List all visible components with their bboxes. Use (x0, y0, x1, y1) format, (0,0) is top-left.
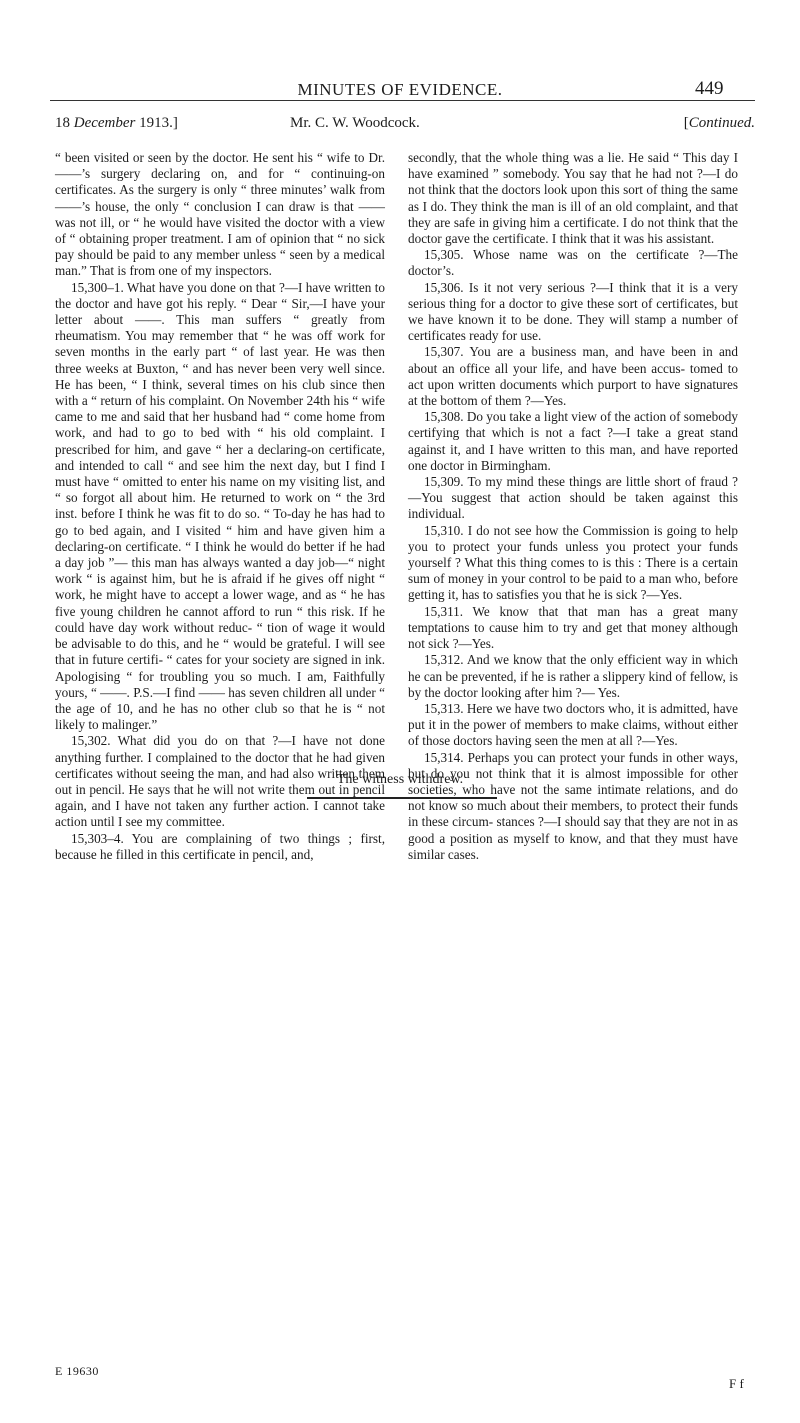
paragraph: 15,309. To my mind these things are little short of fraud ?—You suggest that action should be taken against this individual. (408, 474, 738, 522)
paragraph: 15,308. Do you take a light view of the action of somebody certifying that which is not a fact ?—I take a great stand against it, and I have written to this man, and have reported one doctor in Birmingham. (408, 409, 738, 473)
paragraph: 15,303–4. You are complaining of two things ; first, because he filled in this certificate in pencil, and, (55, 830, 385, 862)
running-head (55, 115, 755, 137)
paragraph: 15,314. Perhaps you can protect your funds in other ways, but do you not think that it is almost impossible for other societies, who have not the same intimate relations, and do not know so much about their members, to protect their funds in these circum- stances ?—I should say that they are not in as good a position as myself to know, and that they must have similar cases. (408, 749, 738, 862)
witness-name: Mr. C. W. Woodcock. (290, 115, 420, 131)
paragraph: 15,300–1. What have you done on that ?—I have written to the doctor and have got his reply. “ Dear “ Sir,—I have your letter about ——. This man suffers “ greatly from rheumatism. You may remember that “ he was off work for seven months in the early part “ of last year. He was then three weeks at Buxton, “ and has never been very well since. He has been, “ I think, several times on his club since then with a “ return of his complaint. On November 24th his “ wife came to me and said that her husband had “ come home from work, and had to go to bed with “ his old complaint. I prescribed for him, and gave “ her a declaring-on certificate, and intended to call “ and see him the next day, but I find I must have “ omitted to enter his name on my visiting list, and “ so forgot all about him. He returned to work on “ the 3rd inst. before I think he was fit to do so. “ To-day he has had to go to bed again, and I visited “ him and have given him a declaring-on certificate. “ I think he would do better if he had a day job ”— this man has always wanted a day job—“ night work “ is against him, but he is afraid if he gives off night “ work, he might have to accept a lower wage, and as “ he has five young children he cannot afford to run “ this risk. If he could have day work without reduc- “ tion of wage it would be advisable to do this, and he “ would be grateful. I will see that in future certifi- “ cates for your society are signed in ink. Apologising “ for troubling you so much. I am, Faithfully yours, “ ——. P.S.—I find —— has seven children all under “ the age of 10, and he has no other club so that he is “ not likely to malinger.” (55, 279, 385, 733)
paragraph: 15,313. Here we have two doctors who, it is admitted, have put it in the power of members to make claims, without either of those doctors having seen the men at all ?—Yes. (408, 700, 738, 749)
sitting-date: 18 December 1913.] (55, 115, 178, 131)
left-column (55, 150, 385, 863)
paragraph: 15,302. What did you do on that ?—I have not done anything further. I complained to the doctor that he had given certificates without seeing the man, and had also written them out in pencil. He says that he will not write them out in pencil again, and I have not taken any further action. I cannot take action until I see my committee. (55, 733, 385, 830)
paragraph: 15,312. And we know that the only efficient way in which he can be prevented, if he is rather a slippery kind of fellow, is by the doctor looking after him ?— Yes. (408, 652, 738, 700)
paragraph: 15,310. I do not see how the Commission is going to help you to protect your funds unless you protect your funds yourself ? What this thing comes to is this : There is a certain sum of money in your control to be paid to a man who, before getting it, has to satisfies you that he is sick ?—Yes. (408, 522, 738, 603)
signature-mark: F f (729, 1376, 744, 1391)
header-divider (50, 100, 755, 101)
paragraph: 15,306. Is it not very serious ?—I think that it is a very serious thing for a doctor to give these sort of certificates, but we have known it to be done. They will stamp a number of certificates ready for use. (408, 279, 738, 344)
witness-withdrew-note: The witness withdrew. (336, 772, 464, 787)
paragraph: secondly, that the whole thing was a lie. He said “ This day I have examined ” somebody. You say that he had not ?—I do not think that the doctors look upon this sort of thing the same as I do. They think the man is ill of an old complaint, and that they are safe in giving him a certificate. I do not think that the doctor gave the certificate. I think that it was his assistant. (408, 150, 738, 247)
paragraph: “ been visited or seen by the doctor. He sent his “ wife to Dr. ——’s surgery declaring on, and for “ continuing-on certificates. As the surgery is only “ three minutes’ walk from ——’s house, the only “ conclusion I can draw is that —— was not ill, or “ he would have visited the doctor with a view of “ obtaining proper treatment. I am of opinion that “ no sick pay should be paid to any member unless “ seen by a medical man.” That is from one of my inspectors. (55, 150, 385, 279)
right-column (408, 150, 738, 863)
paragraph: 15,311. We know that that man has a great many temptations to cause him to try and get that money although not sick ?—Yes. (408, 603, 738, 652)
paragraph: 15,305. Whose name was on the certificate ?—The doctor’s. (408, 247, 738, 279)
page-number: 449 (695, 78, 724, 99)
continued-marker: [Continued. (683, 115, 755, 131)
paragraph: 15,307. You are a business man, and have been in and about an office all your life, and have been accus- tomed to act upon written documents which purport to have signatures at the bottom of them ?—Yes. (408, 344, 738, 409)
closing-rule (307, 797, 497, 799)
page-title: MINUTES OF EVIDENCE. (297, 80, 503, 99)
print-mark: E 19630 (55, 1364, 99, 1378)
